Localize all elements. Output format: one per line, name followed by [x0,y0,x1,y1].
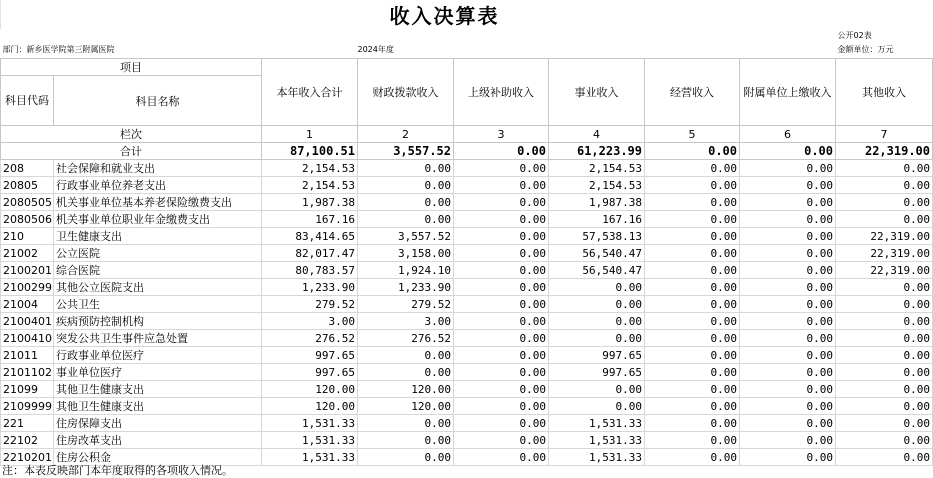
amount-cell: 0.00 [645,347,740,364]
amount-cell: 0.00 [740,262,836,279]
amount-cell: 0.00 [454,347,549,364]
year-label [357,41,836,55]
amount-cell: 0.00 [836,449,933,466]
amount-cell: 0.00 [358,432,454,449]
amount-cell: 0.00 [358,211,454,228]
subject-name: 住房改革支出 [54,432,262,449]
amount-cell: 0.00 [645,296,740,313]
amount-cell: 0.00 [836,194,933,211]
amount-cell: 0.00 [358,415,454,432]
amount-cell: 1,233.90 [358,279,454,296]
amount-cell: 0.00 [454,177,549,194]
amount-cell: 22,319.00 [836,228,933,245]
amount-cell: 279.52 [358,296,454,313]
amount-cell: 0.00 [740,211,836,228]
amount-cell: 0.00 [645,330,740,347]
subject-name: 机关事业单位基本养老保险缴费支出 [54,194,262,211]
amount-cell: 120.00 [358,381,454,398]
column-number: 2 [358,126,454,143]
blank-cell [836,0,933,29]
amount-cell: 56,540.47 [549,262,645,279]
amount-cell: 0.00 [454,245,549,262]
total-value: 22,319.00 [836,143,933,160]
amount-cell: 997.65 [262,364,358,381]
amount-cell: 0.00 [454,194,549,211]
table-row [1,415,933,432]
table-row [1,262,933,279]
amount-cell: 0.00 [836,381,933,398]
unit-label: 金额单位：万元 [837,45,894,54]
subject-code: 21099 [1,381,54,398]
subject-name: 事业单位医疗 [54,364,262,381]
subject-name: 机关事业单位职业年金缴费支出 [54,211,262,228]
header-col-1: 本年收入合计 [262,59,358,126]
amount-cell: 0.00 [358,177,454,194]
amount-cell: 276.52 [262,330,358,347]
amount-cell: 0.00 [836,211,933,228]
table-row [1,245,933,262]
amount-cell: 0.00 [740,245,836,262]
footnote: 注：本表反映部门本年度取得的各项收入情况。 [2,464,233,477]
amount-cell: 0.00 [549,279,645,296]
blank-cell [1,29,836,41]
subject-code: 208 [1,160,54,177]
amount-cell: 1,987.38 [549,194,645,211]
amount-cell: 167.16 [262,211,358,228]
amount-cell: 2,154.53 [262,160,358,177]
subject-name: 其他卫生健康支出 [54,398,262,415]
amount-cell: 0.00 [645,381,740,398]
amount-cell: 82,017.47 [262,245,358,262]
header-column-index-label: 栏次 [1,126,262,143]
amount-cell: 0.00 [454,313,549,330]
amount-cell: 1,531.33 [549,449,645,466]
subject-code: 21004 [1,296,54,313]
amount-cell: 167.16 [549,211,645,228]
amount-cell: 0.00 [549,296,645,313]
amount-cell: 0.00 [645,313,740,330]
amount-cell: 1,987.38 [262,194,358,211]
amount-cell: 0.00 [454,415,549,432]
amount-cell: 0.00 [645,398,740,415]
subject-name: 公共卫生 [54,296,262,313]
subject-name: 突发公共卫生事件应急处置 [54,330,262,347]
amount-cell: 2,154.53 [262,177,358,194]
subject-code: 2100410 [1,330,54,347]
subject-name: 其他卫生健康支出 [54,381,262,398]
amount-cell: 0.00 [740,432,836,449]
subject-code: 20805 [1,177,54,194]
subject-name: 综合医院 [54,262,262,279]
total-label: 合计 [1,143,262,160]
amount-cell: 0.00 [454,279,549,296]
amount-cell: 3,557.52 [358,228,454,245]
amount-cell: 0.00 [645,194,740,211]
table-row [1,211,933,228]
amount-cell: 1,531.33 [262,449,358,466]
subject-name: 行政事业单位医疗 [54,347,262,364]
total-value: 61,223.99 [549,143,645,160]
subject-name: 卫生健康支出 [54,228,262,245]
amount-cell: 0.00 [836,415,933,432]
amount-cell: 0.00 [740,330,836,347]
blank-cell [1,0,54,29]
amount-cell: 0.00 [645,279,740,296]
amount-cell: 3,158.00 [358,245,454,262]
amount-cell: 0.00 [740,279,836,296]
amount-cell: 0.00 [645,245,740,262]
table-row [1,364,933,381]
amount-cell: 0.00 [836,364,933,381]
amount-cell: 0.00 [740,177,836,194]
header-col-3: 上级补助收入 [454,59,549,126]
amount-cell: 997.65 [549,364,645,381]
amount-cell: 0.00 [836,330,933,347]
amount-cell: 0.00 [549,398,645,415]
amount-cell: 57,538.13 [549,228,645,245]
amount-cell: 3.00 [262,313,358,330]
amount-cell: 0.00 [549,381,645,398]
amount-cell: 0.00 [740,313,836,330]
subject-name: 住房保障支出 [54,415,262,432]
amount-cell: 0.00 [645,228,740,245]
subject-code: 2100201 [1,262,54,279]
total-section [1,143,933,160]
table-row [1,194,933,211]
amount-cell: 0.00 [740,364,836,381]
header-col-6: 附属单位上缴收入 [740,59,836,126]
amount-cell: 0.00 [836,160,933,177]
amount-cell: 0.00 [645,211,740,228]
table-row [1,279,933,296]
subject-code: 2080505 [1,194,54,211]
total-value: 0.00 [740,143,836,160]
header-col-2: 财政拨款收入 [358,59,454,126]
column-number: 6 [740,126,836,143]
subject-code: 2109999 [1,398,54,415]
amount-cell: 1,531.33 [262,415,358,432]
subject-code: 2100401 [1,313,54,330]
table-row [1,313,933,330]
amount-cell: 0.00 [454,160,549,177]
form-number: 公开02表 [837,31,872,40]
amount-cell: 0.00 [454,432,549,449]
amount-cell: 0.00 [836,347,933,364]
amount-cell: 0.00 [740,347,836,364]
subject-code: 21002 [1,245,54,262]
column-number: 3 [454,126,549,143]
subject-code: 2080506 [1,211,54,228]
amount-cell: 0.00 [836,296,933,313]
amount-cell: 0.00 [740,415,836,432]
amount-cell: 0.00 [358,347,454,364]
amount-cell: 0.00 [836,279,933,296]
amount-cell: 83,414.65 [262,228,358,245]
table-row [1,177,933,194]
header-name: 科目名称 [54,76,262,126]
amount-cell: 0.00 [645,449,740,466]
amount-cell: 0.00 [645,415,740,432]
amount-cell: 0.00 [454,364,549,381]
subject-name: 行政事业单位养老支出 [54,177,262,194]
amount-cell: 0.00 [454,398,549,415]
amount-cell: 3.00 [358,313,454,330]
table-row [1,398,933,415]
header-col-4: 事业收入 [549,59,645,126]
amount-cell: 0.00 [740,160,836,177]
data-table [0,58,933,466]
amount-cell: 120.00 [358,398,454,415]
amount-cell: 0.00 [645,432,740,449]
total-value: 3,557.52 [358,143,454,160]
total-row [1,143,933,160]
amount-cell: 997.65 [549,347,645,364]
subject-code: 2100299 [1,279,54,296]
subject-name: 社会保障和就业支出 [54,160,262,177]
amount-cell: 276.52 [358,330,454,347]
total-value: 0.00 [645,143,740,160]
department-label: 部门：新乡医学院第三附属医院 [2,45,115,54]
amount-cell: 0.00 [740,381,836,398]
table-row [1,228,933,245]
subject-code: 2101102 [1,364,54,381]
subject-code: 221 [1,415,54,432]
amount-cell: 0.00 [454,228,549,245]
amount-cell: 0.00 [836,177,933,194]
amount-cell: 0.00 [740,296,836,313]
amount-cell: 0.00 [740,228,836,245]
subject-code: 2210201 [1,449,54,466]
header-item: 项目 [1,59,262,76]
amount-cell: 1,531.33 [549,432,645,449]
subject-name: 疾病预防控制机构 [54,313,262,330]
table-row [1,330,933,347]
amount-cell: 22,319.00 [836,245,933,262]
subject-code: 22102 [1,432,54,449]
subject-code: 21011 [1,347,54,364]
total-value: 0.00 [454,143,549,160]
subject-name: 其他公立医院支出 [54,279,262,296]
amount-cell: 2,154.53 [549,160,645,177]
amount-cell: 0.00 [358,364,454,381]
page-title: 收入决算表 [389,4,500,28]
header-code: 科目代码 [1,76,54,126]
amount-cell: 0.00 [454,211,549,228]
table-row [1,296,933,313]
subject-name: 公立医院 [54,245,262,262]
amount-cell: 0.00 [454,262,549,279]
header-col-5: 经营收入 [645,59,740,126]
subject-code: 210 [1,228,54,245]
amount-cell: 0.00 [358,449,454,466]
amount-cell: 1,233.90 [262,279,358,296]
amount-cell: 0.00 [836,313,933,330]
table-row [1,347,933,364]
header-col-7: 其他收入 [836,59,933,126]
subject-name: 住房公积金 [54,449,262,466]
income-table [0,0,933,55]
column-number: 5 [645,126,740,143]
column-number: 4 [549,126,645,143]
amount-cell: 0.00 [358,194,454,211]
table-body [1,160,933,466]
amount-cell: 0.00 [454,381,549,398]
amount-cell: 0.00 [836,432,933,449]
amount-cell: 1,531.33 [262,432,358,449]
amount-cell: 279.52 [262,296,358,313]
amount-cell: 0.00 [358,160,454,177]
column-number: 1 [262,126,358,143]
amount-cell: 997.65 [262,347,358,364]
table-row [1,381,933,398]
amount-cell: 0.00 [645,262,740,279]
amount-cell: 0.00 [454,330,549,347]
amount-cell: 0.00 [645,160,740,177]
amount-cell: 0.00 [740,398,836,415]
amount-cell: 0.00 [645,364,740,381]
table-header [1,59,933,143]
column-number: 7 [836,126,933,143]
amount-cell: 1,531.33 [549,415,645,432]
amount-cell: 0.00 [836,398,933,415]
amount-cell: 0.00 [740,194,836,211]
amount-cell: 0.00 [645,177,740,194]
amount-cell: 0.00 [549,313,645,330]
table-row [1,160,933,177]
amount-cell: 1,924.10 [358,262,454,279]
table-row [1,432,933,449]
amount-cell: 80,783.57 [262,262,358,279]
amount-cell: 0.00 [454,296,549,313]
amount-cell: 56,540.47 [549,245,645,262]
total-value: 87,100.51 [262,143,358,160]
amount-cell: 0.00 [454,449,549,466]
amount-cell: 0.00 [549,330,645,347]
amount-cell: 0.00 [740,449,836,466]
year-text: 2024年度 [357,45,394,54]
amount-cell: 2,154.53 [549,177,645,194]
amount-cell: 120.00 [262,398,358,415]
amount-cell: 120.00 [262,381,358,398]
amount-cell: 22,319.00 [836,262,933,279]
